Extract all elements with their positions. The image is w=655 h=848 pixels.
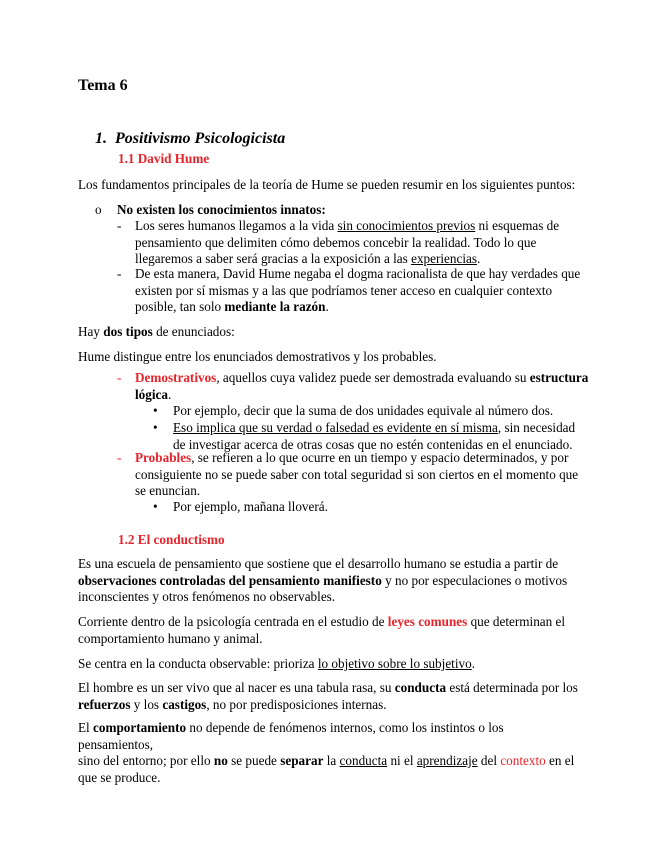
section-title: Positivismo Psicologicista <box>115 130 286 147</box>
p1-line-1: Es una escuela de pensamiento que sostiene que el desarrollo humano se estudia a partir de <box>78 556 559 571</box>
demostrativos-bullet-2-line-2: de investigar acerca de otras cosas que no estén contenidas en el enunciado. <box>173 436 573 452</box>
dash-marker: - <box>117 218 122 233</box>
innatos-item-2 <box>135 266 595 316</box>
innatos-item-2-line-3: posible, tan solo mediante la razón. <box>135 299 329 314</box>
probables-bullet-1: Por ejemplo, mañana lloverá. <box>173 499 328 514</box>
dash-marker: - <box>117 370 122 385</box>
p1-line-3: inconscientes y otros fenómenos no observables. <box>78 589 336 604</box>
conductismo-paragraph-4 <box>78 680 578 713</box>
p2-line-2: comportamiento humano y animal. <box>78 630 263 646</box>
section-number: 1. <box>95 130 107 147</box>
conductismo-paragraph-3: Se centra en la conducta observable: prioriza lo objetivo sobre lo subjetivo. <box>78 656 475 671</box>
conductismo-paragraph-1 <box>78 556 578 606</box>
innatos-heading: No existen los conocimientos innatos: <box>117 202 326 217</box>
tipos-paragraph: Hay dos tipos de enunciados: <box>78 324 235 339</box>
probables-line-1: Probables, se refieren a lo que ocurre en un tiempo y espacio determinados, y por <box>135 450 569 465</box>
innatos-item-1 <box>135 218 595 268</box>
page-title: Tema 6 <box>78 77 128 94</box>
demostrativos-bullet-2 <box>173 420 593 453</box>
dash-marker: - <box>117 266 122 281</box>
probables-line-2: consiguiente no se puede saber con total seguridad si son ciertos en el momento que <box>135 466 579 482</box>
conductismo-paragraph-2 <box>78 614 578 647</box>
demostrativos-bullet-1: Por ejemplo, decir que la suma de dos unidades equivale al número dos. <box>173 403 554 418</box>
intro-paragraph: Los fundamentos principales de la teoría de Hume se pueden resumir en los siguientes puntos: <box>78 177 576 192</box>
probables-item <box>135 450 595 500</box>
probables-line-3: se enuncian. <box>135 483 201 498</box>
p5-line-3: que se produce. <box>78 769 161 785</box>
distingue-paragraph: Hume distingue entre los enunciados demostrativos y los probables. <box>78 349 437 364</box>
dash-marker: - <box>117 450 122 465</box>
subsection-heading-conductismo: 1.2 El conductismo <box>118 532 225 547</box>
p5-line-1: El comportamiento no depende de fenómenos internos, como los instintos o los pensamientos, <box>78 720 504 752</box>
innatos-item-2-line-1: De esta manera, David Hume negaba el dogma racionalista de que hay verdades que <box>135 266 581 281</box>
demostrativos-bullet-2-line-1: Eso implica que su verdad o falsedad es evidente en sí misma, sin necesidad <box>173 420 576 435</box>
bullet-marker: • <box>153 403 158 418</box>
innatos-item-1-line-2: pensamiento que delimiten cómo debemos concebir la realidad. Todo lo que <box>135 234 537 250</box>
innatos-item-2-line-2: existen por sí mismas y a las que podríamos tener acceso en cualquier contexto <box>135 282 553 298</box>
p4-line-1: El hombre es un ser vivo que al nacer es una tabula rasa, su conducta está determinada por los <box>78 680 578 695</box>
section-heading-positivismo <box>95 131 285 148</box>
p2-line-1: Corriente dentro de la psicología centrada en el estudio de leyes comunes que determinan el <box>78 614 566 629</box>
subsection-heading-hume: 1.1 David Hume <box>118 151 210 166</box>
p4-line-2: refuerzos y los castigos, no por predisposiciones internas. <box>78 696 387 712</box>
bullet-marker: • <box>153 499 158 514</box>
p5-line-2: sino del entorno; por ello no se puede separar la conducta ni el aprendizaje del contexto en el <box>78 753 575 768</box>
demostrativos-line-1: Demostrativos, aquellos cuya validez puede ser demostrada evaluando su estructura <box>135 370 589 385</box>
demostrativos-item <box>135 370 595 403</box>
circle-bullet-marker: o <box>95 202 102 217</box>
conductismo-paragraph-5 <box>78 720 578 786</box>
demostrativos-line-2: lógica. <box>135 386 172 402</box>
innatos-item-1-line-3: llegaremos a saber será gracias a la exposición a las experiencias. <box>135 251 481 266</box>
p1-line-2: observaciones controladas del pensamiento manifiesto y no por especulaciones o motivos <box>78 572 568 588</box>
innatos-item-1-line-1: Los seres humanos llegamos a la vida sin conocimientos previos ni esquemas de <box>135 218 560 233</box>
bullet-marker: • <box>153 420 158 435</box>
